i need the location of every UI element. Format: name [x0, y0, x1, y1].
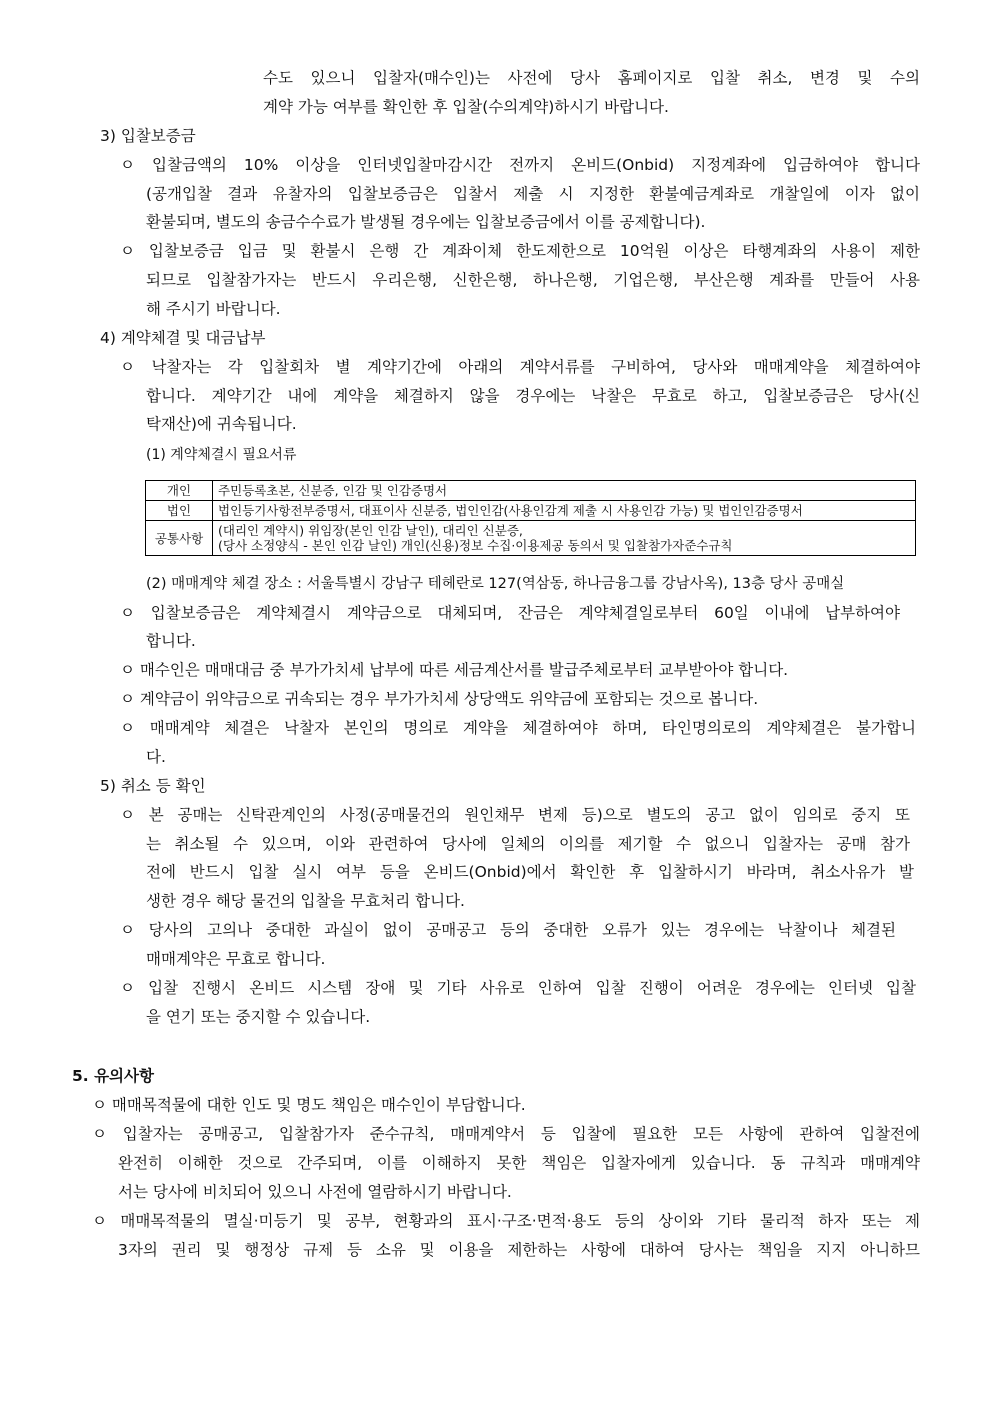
sub-heading: (1) 계약체결시 필요서류: [146, 447, 297, 463]
sub-heading: (2) 매매계약 체결 장소 : 서울특별시 강남구 테헤란로 127(역삼동, 하나금융그룹 강남사옥), 13층 당사 공매실: [146, 576, 845, 592]
table-row-head: 법인: [146, 501, 213, 521]
text-line: 합니다. 계약기간 내에 계약을 체결하지 않을 경우에는 낙찰은 무효로 하고, 입찰보증금은 당사(신: [146, 387, 920, 405]
text-line: 전에 반드시 입찰 실시 여부 등을 온비드(Onbid)에서 확인한 후 입찰하시기 바라며, 취소사유가 발: [146, 863, 914, 881]
table-row: [146, 521, 916, 556]
bullet-line: ㅇ 입찰금액의 10% 이상을 인터넷입찰마감시간 전까지 온비드(Onbid) 지정계좌에 입금하여야 합니다: [120, 156, 920, 174]
section-heading: 3) 입찰보증금: [100, 127, 196, 145]
table-cell: 주민등록초본, 신분증, 인감 및 인감증명서: [213, 481, 916, 501]
table-row: [146, 481, 916, 501]
text-line: (공개입찰 결과 유찰자의 입찰보증금은 입찰서 제출 시 지정한 환불예금계좌로 개찰일에 이자 없이: [146, 185, 920, 203]
table-row: [146, 501, 916, 521]
bullet-line: ㅇ 입찰 진행시 온비드 시스템 장애 및 기타 사유로 인하여 입찰 진행이 어려운 경우에는 인터넷 입찰: [120, 979, 916, 997]
bullet-line: ㅇ 매매목적물의 멸실·미등기 및 공부, 현황과의 표시·구조·면적·용도 등의 상이와 기타 물리적 하자 또는 제: [92, 1212, 920, 1230]
text-line: 해 주시기 바랍니다.: [146, 300, 281, 318]
table-cell-line: (당사 소정양식 - 본인 인감 날인) 개인(신용)정보 수집·이용제공 동의서 및 입찰참가자준수규칙: [218, 538, 733, 553]
text-line: 서는 당사에 비치되어 있으니 사전에 열람하시기 바랍니다.: [118, 1183, 512, 1201]
text-line: 계약 가능 여부를 확인한 후 입찰(수의계약)하시기 바랍니다.: [263, 98, 669, 116]
section-heading: 4) 계약체결 및 대금납부: [100, 329, 266, 347]
text-line: 는 취소될 수 있으며, 이와 관련하여 당사에 일체의 이의를 제기할 수 없으니 입찰자는 공매 참가: [146, 835, 910, 853]
bullet-line: ㅇ 입찰보증금은 계약체결시 계약금으로 대체되며, 잔금은 계약체결일로부터 60일 이내에 납부하여야: [120, 604, 900, 622]
text-line: 환불되며, 별도의 송금수수료가 발생될 경우에는 입찰보증금에서 이를 공제합니다).: [146, 213, 706, 231]
bullet-line: ㅇ 매수인은 매매대금 중 부가가치세 납부에 따른 세금계산서를 발급주체로부터 교부받아야 합니다.: [120, 661, 789, 679]
bullet-line: ㅇ 낙찰자는 각 입찰회차 별 계약기간에 아래의 계약서류를 구비하여, 당사와 매매계약을 체결하여야: [120, 358, 920, 376]
text-line: 수도 있으니 입찰자(매수인)는 사전에 당사 홈페이지로 입찰 취소, 변경 및 수의: [263, 69, 920, 87]
bullet-line: ㅇ 계약금이 위약금으로 귀속되는 경우 부가가치세 상당액도 위약금에 포함되는 것으로 봅니다.: [120, 690, 759, 708]
text-line: 탁재산)에 귀속됩니다.: [146, 415, 297, 433]
bullet-line: ㅇ 본 공매는 신탁관계인의 사정(공매물건의 원인채무 변제 등)으로 별도의 공고 없이 임의로 중지 또: [120, 806, 910, 824]
bullet-line: ㅇ 입찰자는 공매공고, 입찰참가자 준수규칙, 매매계약서 등 입찰에 필요한 모든 사항에 관하여 입찰전에: [92, 1125, 920, 1143]
text-line: 매매계약은 무효로 합니다.: [146, 950, 326, 968]
bullet-line: ㅇ 입찰보증금 입금 및 환불시 은행 간 계좌이체 한도제한으로 10억원 이상은 타행계좌의 사용이 제한: [120, 242, 920, 260]
bullet-line: ㅇ 매매목적물에 대한 인도 및 명도 책임은 매수인이 부담합니다.: [92, 1096, 526, 1114]
text-line: 3자의 권리 및 행정상 규제 등 소유 및 이용을 제한하는 사항에 대하여 당사는 책임을 지지 아니하므: [118, 1241, 920, 1259]
table-row-head: 개인: [146, 481, 213, 501]
table-cell-line: (대리인 계약시) 위임장(본인 인감 날인), 대리인 신분증,: [218, 523, 523, 538]
bullet-line: ㅇ 매매계약 체결은 낙찰자 본인의 명의로 계약을 체결하여야 하며, 타인명의로의 계약체결은 불가합니: [120, 719, 916, 737]
table-cell: [213, 521, 916, 556]
bullet-line: ㅇ 당사의 고의나 중대한 과실이 없이 공매공고 등의 중대한 오류가 있는 경우에는 낙찰이나 체결된: [120, 921, 896, 939]
table-cell: 법인등기사항전부증명서, 대표이사 신분증, 법인인감(사용인감계 제출 시 사용인감 가능) 및 법인인감증명서: [213, 501, 916, 521]
section-title: 5. 유의사항: [72, 1067, 154, 1085]
table-row-head: 공통사항: [146, 521, 213, 556]
required-documents-table: [145, 480, 916, 556]
text-line: 완전히 이해한 것으로 간주되며, 이를 이해하지 못한 책임은 입찰자에게 있습니다. 동 규칙과 매매계약: [118, 1154, 920, 1172]
text-line: 다.: [146, 748, 166, 766]
text-line: 을 연기 또는 중지할 수 있습니다.: [146, 1008, 371, 1026]
text-line: 합니다.: [146, 632, 196, 650]
text-line: 생한 경우 해당 물건의 입찰을 무효처리 합니다.: [146, 892, 465, 910]
section-heading: 5) 취소 등 확인: [100, 777, 206, 795]
text-line: 되므로 입찰참가자는 반드시 우리은행, 신한은행, 하나은행, 기업은행, 부산은행 계좌를 만들어 사용: [146, 271, 920, 289]
